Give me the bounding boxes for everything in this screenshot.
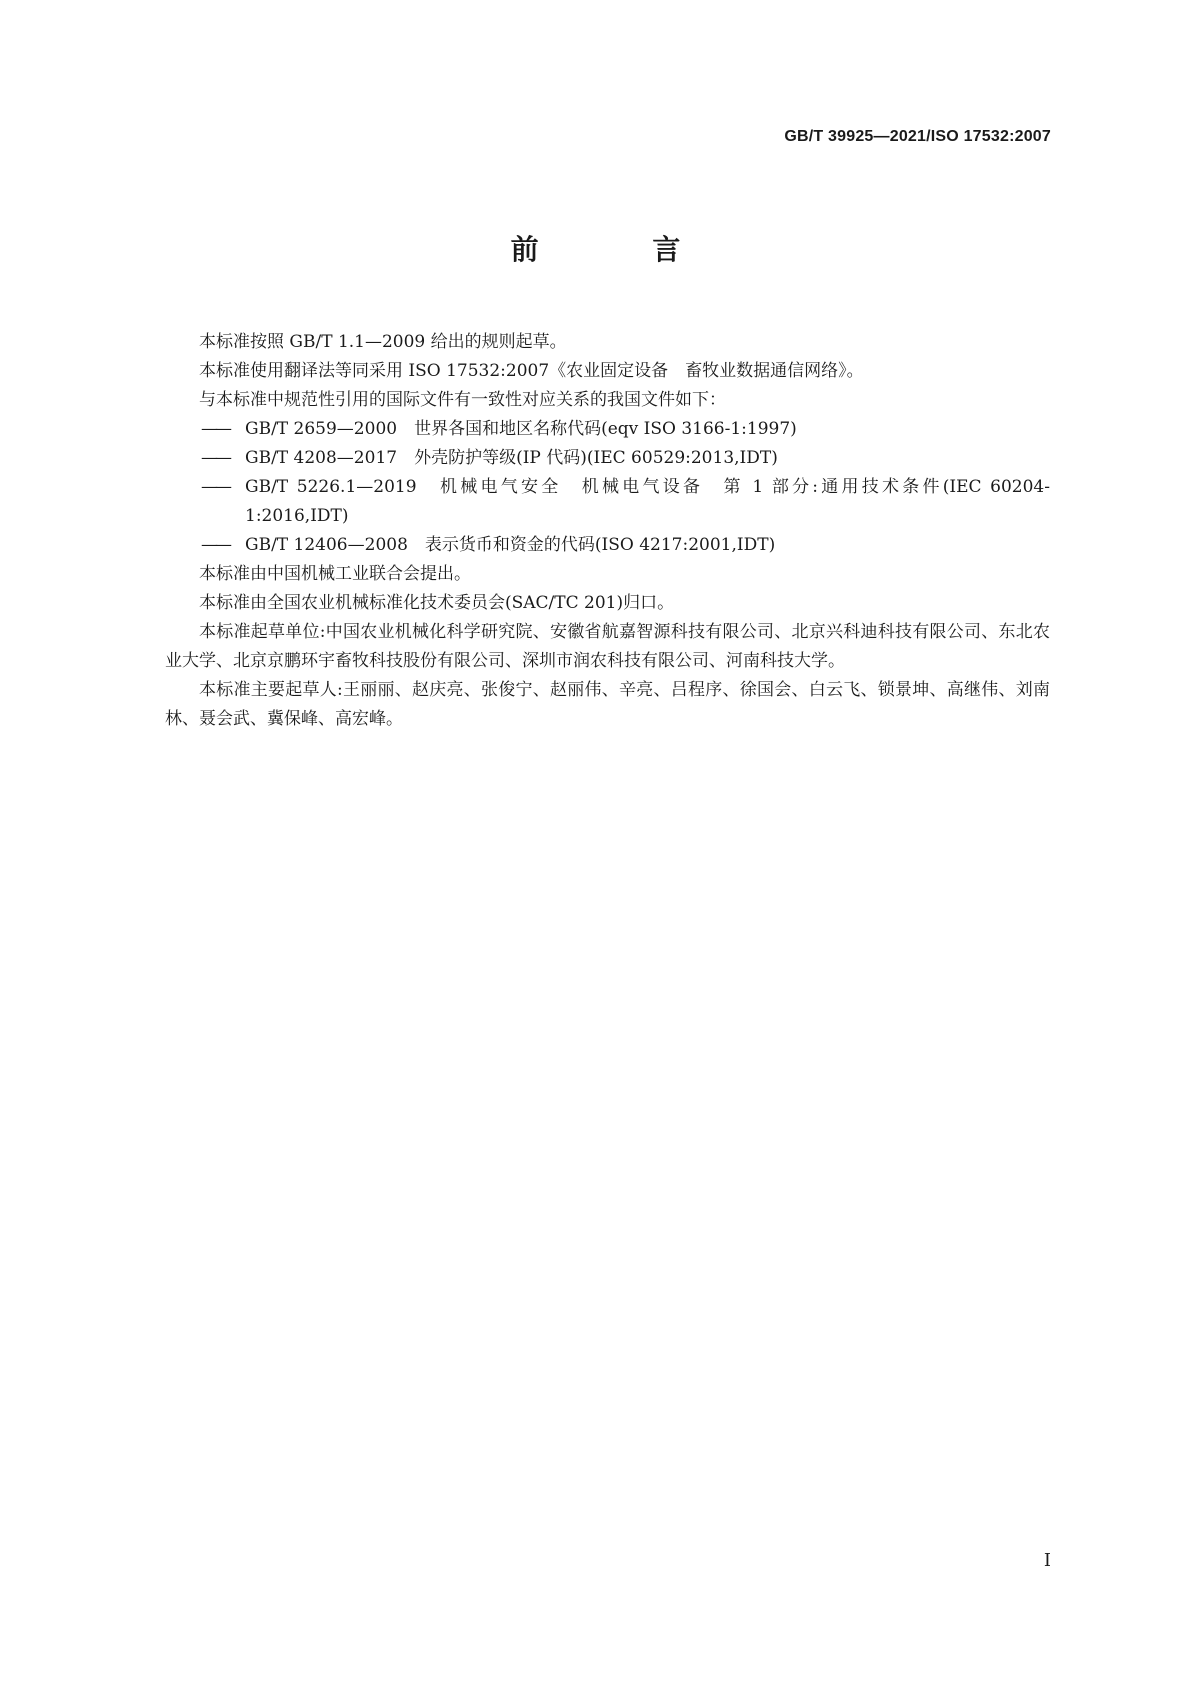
- paragraph-administrator: 本标准由全国农业机械标准化技术委员会(SAC/TC 201)归口。: [199, 593, 675, 613]
- paragraph-proposer: 本标准由中国机械工业联合会提出。: [199, 564, 471, 584]
- page-title: 前 言: [510, 233, 733, 266]
- reference-item: [165, 444, 1050, 473]
- reference-item: [165, 473, 1050, 531]
- reference-item: [165, 531, 1050, 560]
- standard-code-header: GB/T 39925—2021/ISO 17532:2007: [784, 128, 1051, 145]
- page-number: I: [1043, 1550, 1051, 1571]
- em-dash-marker: ——: [201, 535, 229, 555]
- paragraph-references-intro: 与本标准中规范性引用的国际文件有一致性对应关系的我国文件如下：: [199, 390, 726, 410]
- reference-text: GB/T 2659—2000 世界各国和地区名称代码(eqv ISO 3166-1:1997): [245, 419, 797, 439]
- paragraph-translation-method: 本标准使用翻译法等同采用 ISO 17532:2007《农业固定设备 畜牧业数据通信网络》。: [199, 361, 864, 381]
- reference-text: GB/T 4208—2017 外壳防护等级(IP 代码)(IEC 60529:2013,IDT): [245, 448, 778, 468]
- reference-text: GB/T 5226.1—2019 机械电气安全 机械电气设备 第 1 部分:通用技术条件(IEC 60204-1:2016,IDT): [245, 477, 1050, 526]
- em-dash-marker: ——: [201, 448, 229, 468]
- paragraph-drafting-units: 本标准起草单位:中国农业机械化科学研究院、安徽省航嘉智源科技有限公司、北京兴科迪科技有限公司、东北农业大学、北京京鹏环宇畜牧科技股份有限公司、深圳市润农科技有限公司、河南科技大学。: [165, 622, 1050, 671]
- paragraph-drafters: 本标准主要起草人:王丽丽、赵庆亮、张俊宁、赵丽伟、辛亮、吕程序、徐国会、白云飞、锁景坤、高继伟、刘南林、聂会武、冀保峰、高宏峰。: [165, 680, 1050, 729]
- reference-item: [165, 415, 1050, 444]
- em-dash-marker: ——: [201, 477, 229, 497]
- document-body: [165, 328, 1050, 734]
- em-dash-marker: ——: [201, 419, 229, 439]
- paragraph-drafting-rules: 本标准按照 GB/T 1.1—2009 给出的规则起草。: [199, 332, 567, 352]
- reference-text: GB/T 12406—2008 表示货币和资金的代码(ISO 4217:2001,IDT): [245, 535, 776, 555]
